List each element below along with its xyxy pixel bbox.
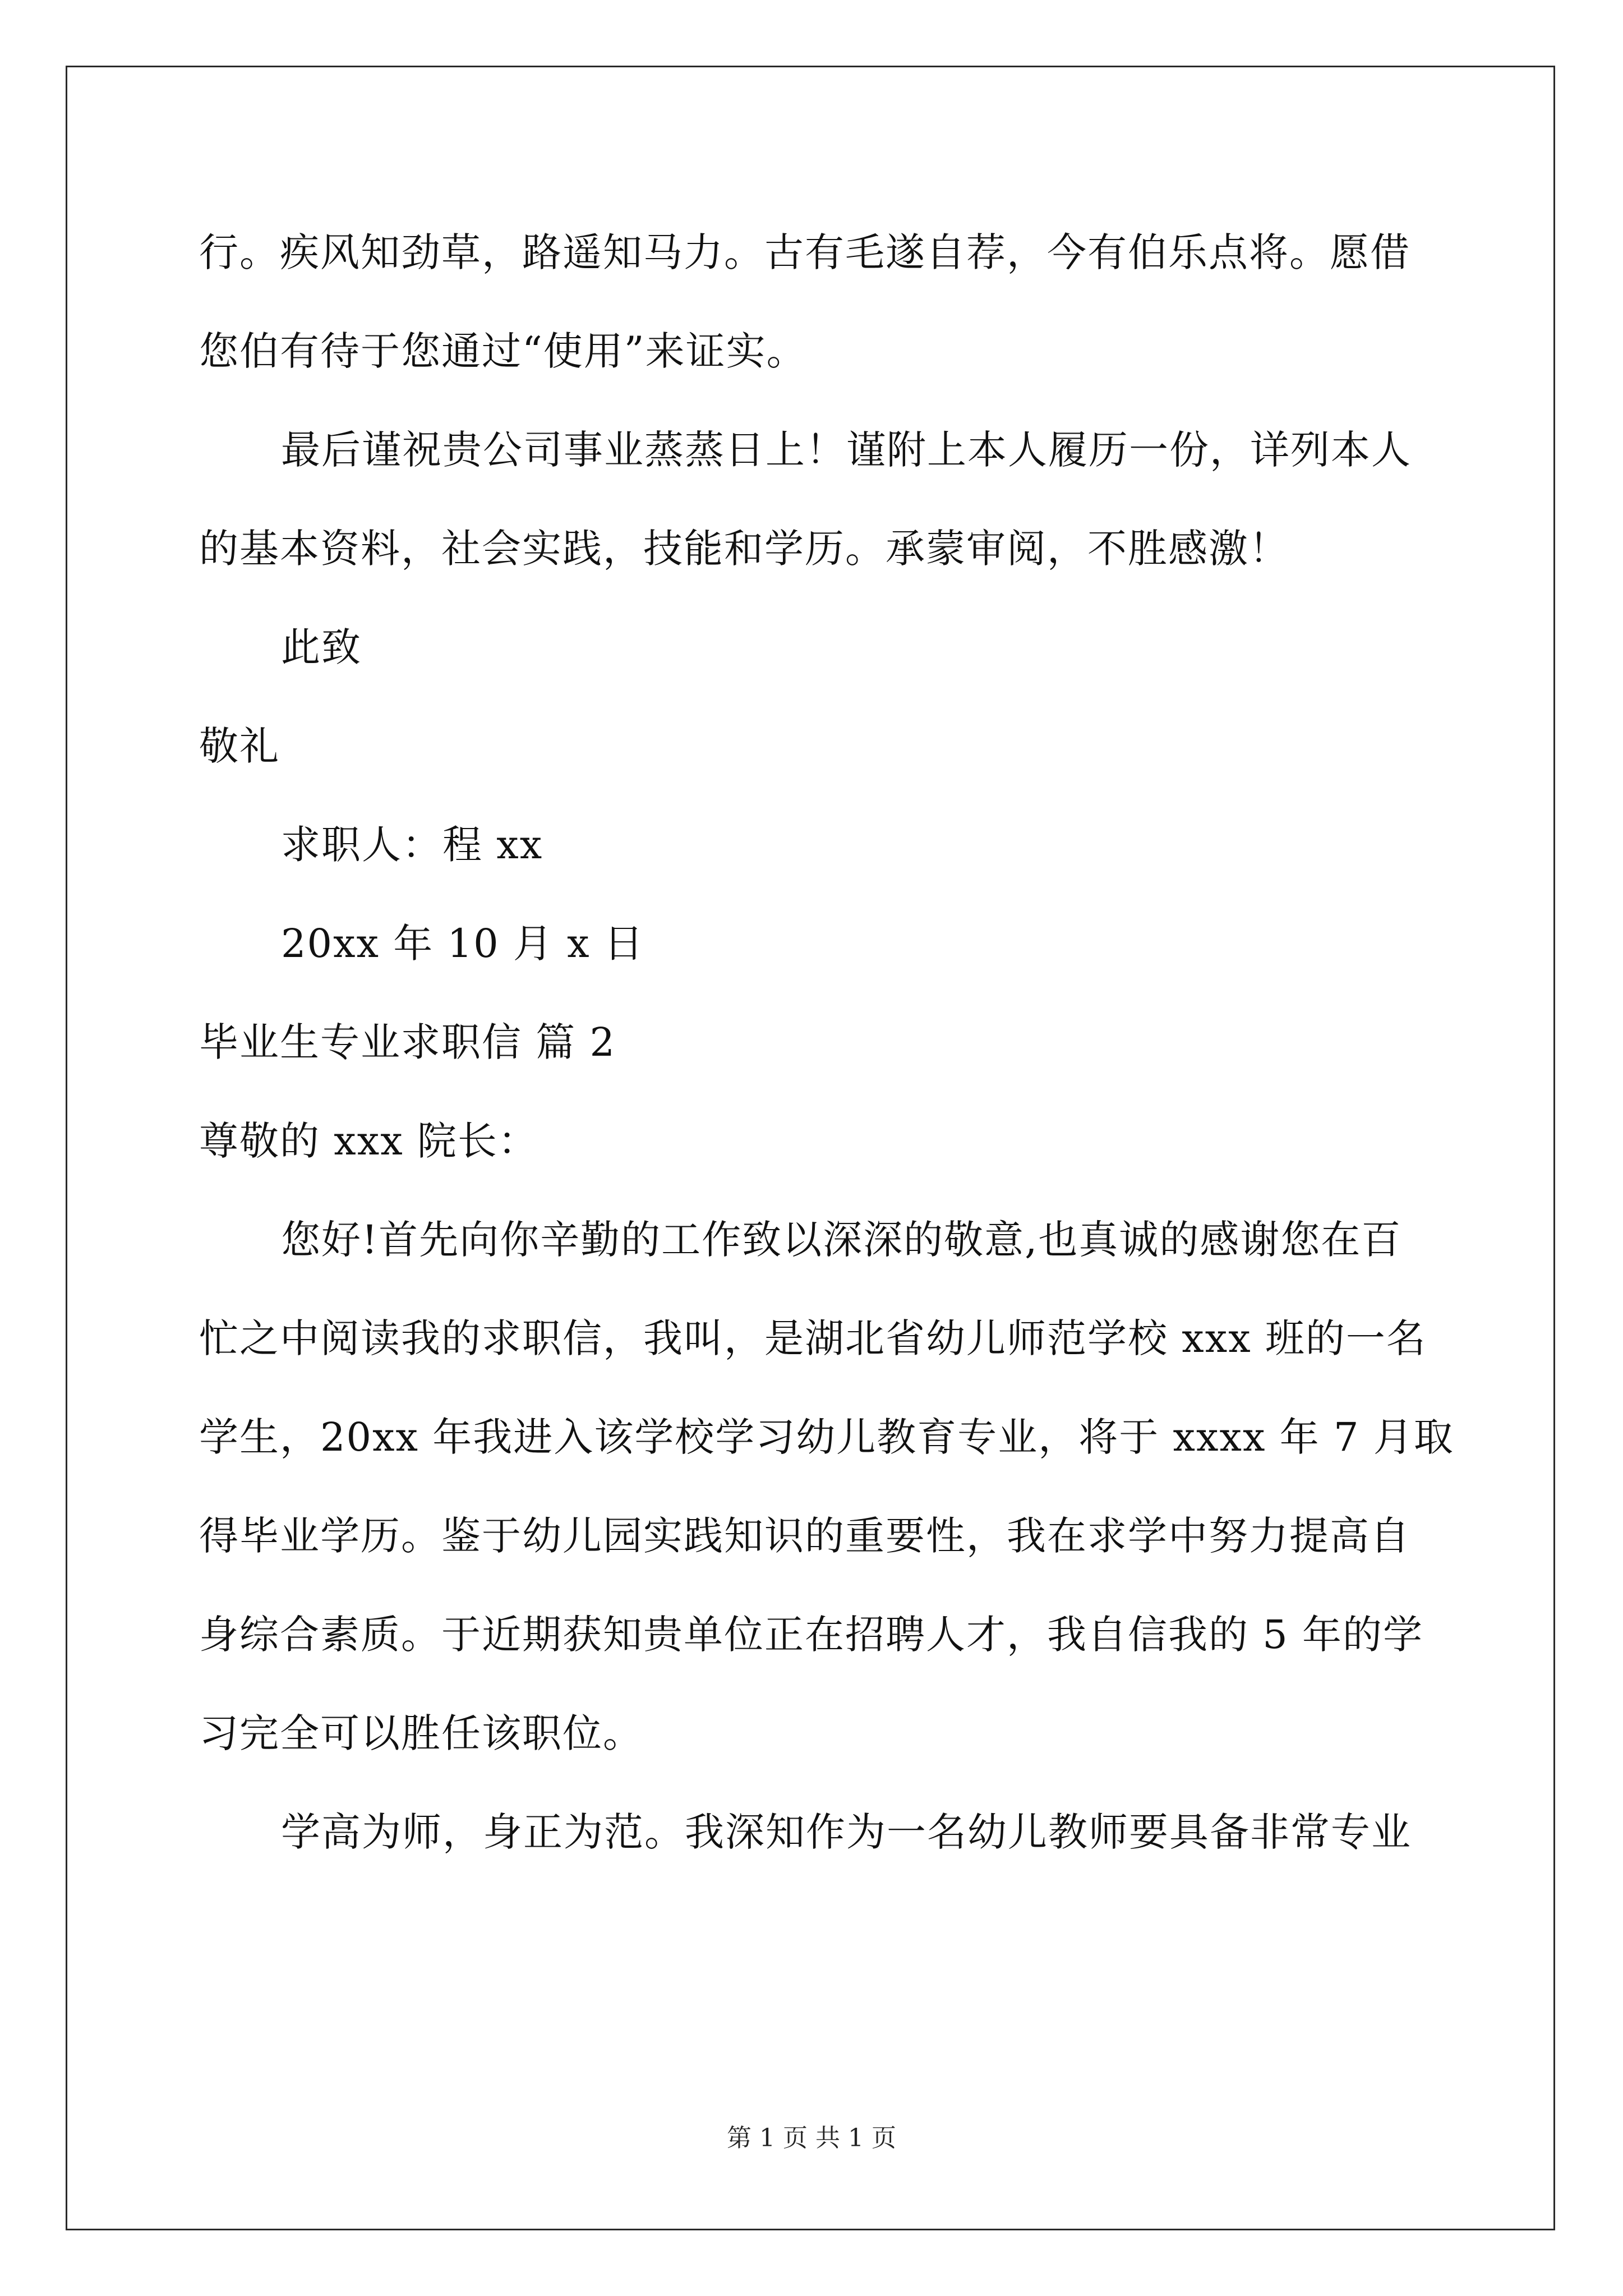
text-line-15: 身综合素质。于近期获知贵单位正在招聘人才，我自信我的 5 年的学 xyxy=(199,1612,1424,1658)
greeting: 尊敬的 xxx 院长： xyxy=(199,1118,538,1164)
text-line-11: 您好!首先向你辛勤的工作致以深深的敬意,也真诚的感谢您在百 xyxy=(281,1217,1402,1263)
text-line-1: 行。疾风知劲草，路遥知马力。古有毛遂自荐，今有伯乐点将。愿借 xyxy=(199,229,1410,275)
closing-salutation: 此致 xyxy=(281,624,362,670)
text-line-4: 的基本资料，社会实践，技能和学历。承蒙审阅，不胜感激！ xyxy=(199,526,1289,572)
text-line-3: 最后谨祝贵公司事业蒸蒸日上！谨附上本人履历一份，详列本人 xyxy=(281,427,1412,473)
closing-regards: 敬礼 xyxy=(199,723,280,769)
text-line-2: 您伯有待于您通过“使用”来证实。 xyxy=(199,328,807,374)
section-heading: 毕业生专业求职信 篇 2 xyxy=(199,1019,616,1065)
text-line-16: 习完全可以胜任该职位。 xyxy=(199,1710,643,1756)
page-number-footer: 第 1 页 共 1 页 xyxy=(727,2124,896,2152)
text-line-17: 学高为师，身正为范。我深知作为一名幼儿教师要具备非常专业 xyxy=(281,1809,1412,1855)
text-line-14: 得毕业学历。鉴于幼儿园实践知识的重要性，我在求学中努力提高自 xyxy=(199,1513,1410,1559)
signature-applicant: 求职人：程 xx xyxy=(281,822,543,868)
signature-date: 20xx 年 10 月 x 日 xyxy=(281,921,644,967)
text-line-12: 忙之中阅读我的求职信，我叫，是湖北省幼儿师范学校 xxx 班的一名 xyxy=(199,1315,1427,1361)
text-line-13: 学生，20xx 年我进入该学校学习幼儿教育专业，将于 xxxx 年 7 月取 xyxy=(199,1414,1454,1460)
document-body xyxy=(199,219,1454,1897)
